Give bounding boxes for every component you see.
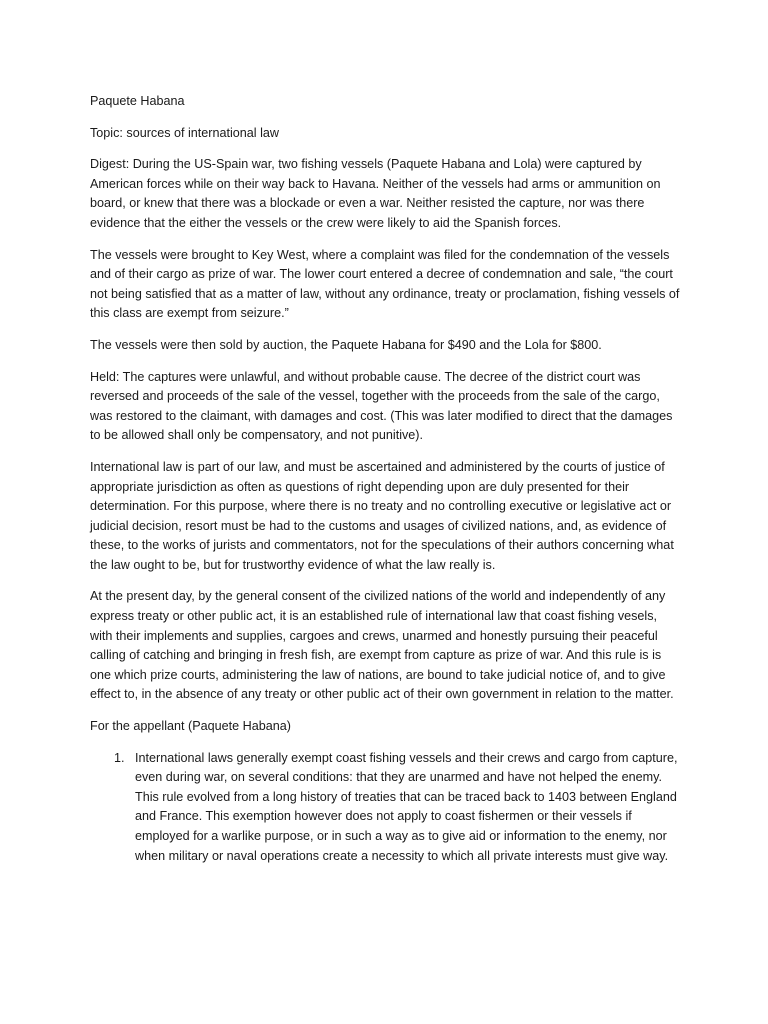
paragraph-international-law: International law is part of our law, and must be ascertained and administered by the courts of justice of appropriate jurisdiction as often as questions of right depending upon are duly presented for their determination. For this purpose, where there is no treaty and no controlling executive or legislative act or judicial decision, resort must be had to the customs and usages of civilized nations, and, as evidence of these, to the works of jurists and commentators, not for the speculations of their authors concerning what the law ought to be, but for trustworthy evidence of what the law really is. (90, 459, 674, 572)
paragraph-key-west: The vessels were brought to Key West, where a complaint was filed for the condemnation of the vessels and of their cargo as prize of war. The lower court entered a decree of condemnation and sale, “the court not being satisfied that as a matter of law, without any ordinance, treaty or proclamation, fishing vessels of this class are exempt from seizure.” (90, 247, 680, 321)
paragraph-digest: Digest: During the US-Spain war, two fishing vessels (Paquete Habana and Lola) were captured by American forces while on their way back to Havana. Neither of the vessels had arms or ammunition on board, or knew that there was a blockade or even a war. Neither resisted the capture, nor was there evidence that the either the vessels or the crew were likely to aid the Spanish forces. (90, 157, 661, 230)
list-item-number: 1. (114, 750, 125, 765)
document-title: Paquete Habana (90, 94, 185, 108)
paragraph-present-day: At the present day, by the general consent of the civilized nations of the world and independently of any express treaty or other public act, it is an established rule of international law that coast fishing vesels, with their implements and supplies, cargoes and crews, unarmed and honestly pursuing their peaceful calling of catching and bringing in fresh fish, are exempt from capture as prize of war. And this rule is is one which prize courts, administering the law of nations, are bound to take judicial notice of, and to give effect to, in the absence of any treaty or other public act of their own government in relation to the matter. (90, 589, 674, 702)
appellant-points-list (90, 749, 680, 867)
document-body (90, 92, 680, 866)
list-item (90, 749, 680, 867)
paragraph-auction: The vessels were then sold by auction, the Paquete Habana for $490 and the Lola for $800. (90, 337, 602, 352)
document-topic: Topic: sources of international law (90, 125, 280, 140)
paragraph-held: Held: The captures were unlawful, and without probable cause. The decree of the district court was reversed and proceeds of the sale of the vessel, together with the proceeds from the sale of the cargo, was restored to the claimant, with damages and cost. (This was later modified to direct that the damages to be allowed shall only be compensatory, and not punitive). (90, 369, 673, 443)
paragraph-appellant-heading: For the appellant (Paquete Habana) (90, 719, 291, 734)
list-item-text: International laws generally exempt coast fishing vessels and their crews and cargo from capture, even during war, on several conditions: that they are unarmed and have not helped the enemy. This rule evolved from a long history of treaties that can be traced back to 1403 between England and France. This exemption however does not apply to coast fishermen or their vessels if employed for a warlike purpose, or in such a way as to give aid or information to the enemy, nor when military or naval operations create a necessity to which all private interests must give way. (135, 750, 678, 863)
